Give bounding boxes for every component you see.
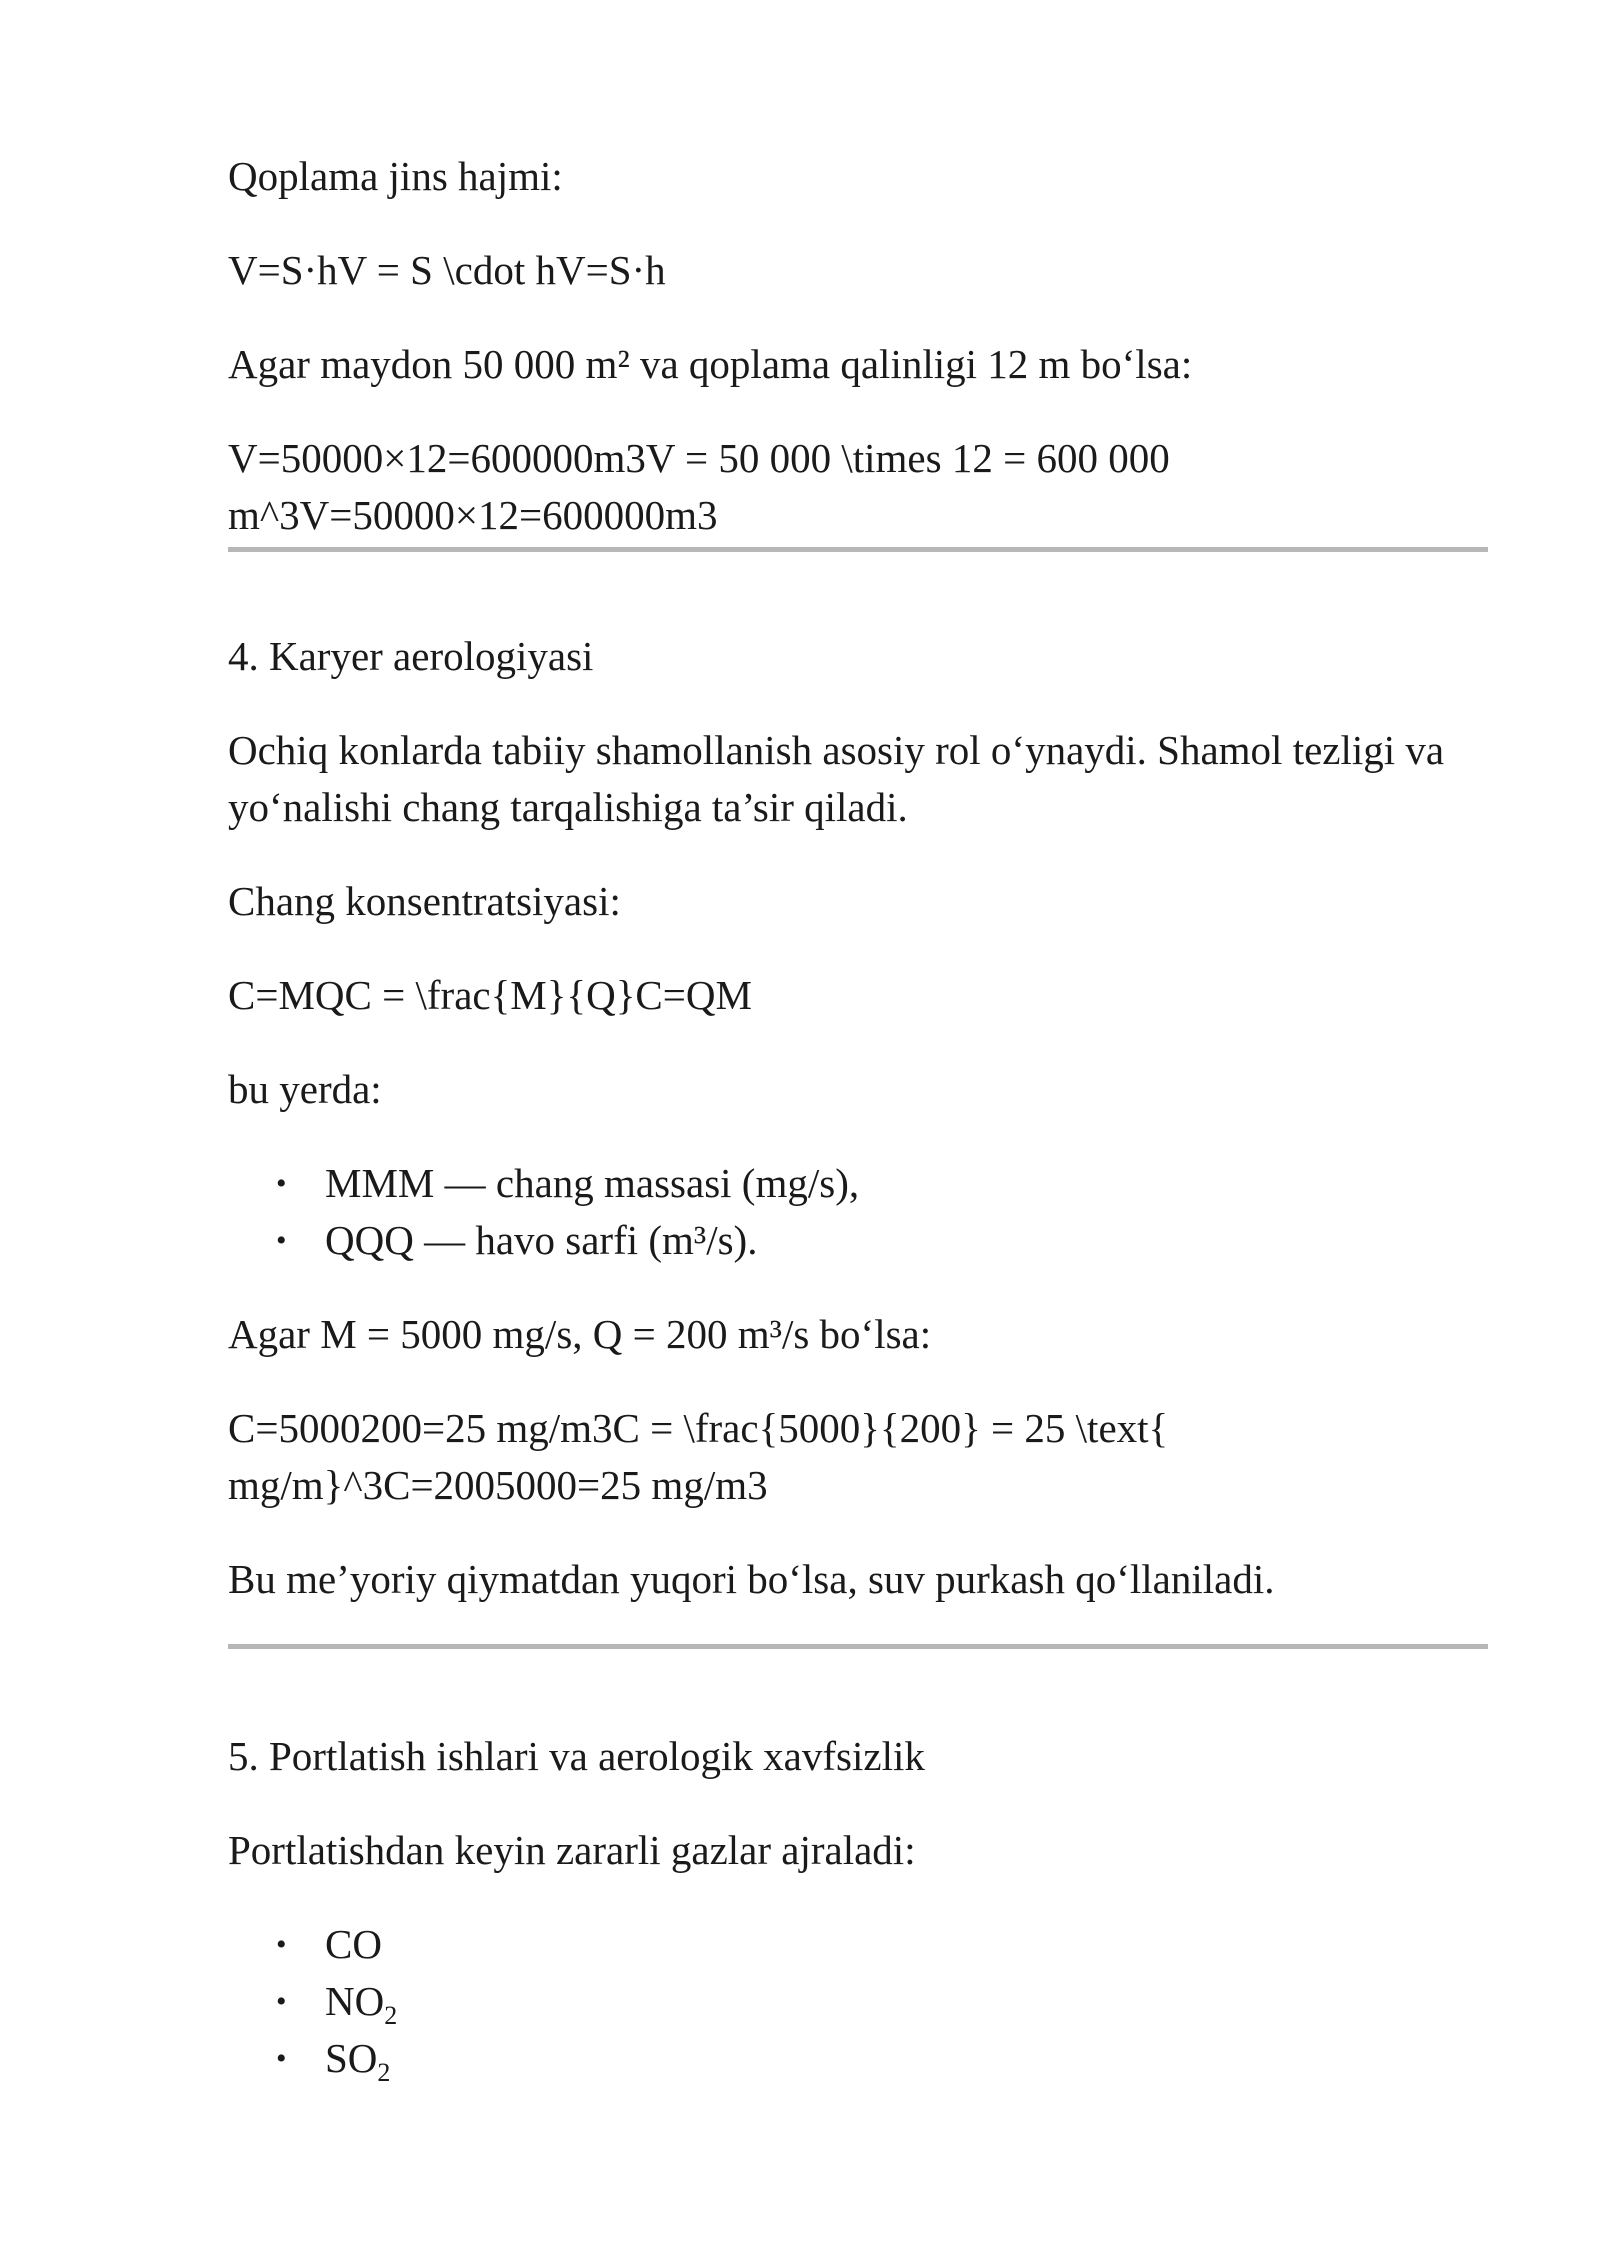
concentration-condition: Agar M = 5000 mg/s, Q = 200 m³/s bo‘lsa: — [228, 1311, 932, 1357]
list-item-text: MMM — chang massasi (mg/s), — [325, 1160, 860, 1206]
bullet-icon: • — [276, 1167, 287, 1200]
list-item — [228, 1212, 1488, 1269]
bullet-icon: • — [276, 1928, 287, 1961]
bullet-icon: • — [276, 2042, 287, 2075]
gas-formula: CO — [325, 1921, 382, 1967]
section-5-intro: Portlatishdan keyin zararli gazlar ajraladi: — [228, 1827, 916, 1873]
volume-condition: Agar maydon 50 000 m² va qoplama qalinligi 12 m bo‘lsa: — [228, 341, 1193, 387]
gas-formula: $NO_2$ — [325, 1978, 398, 2030]
bullet-icon: • — [276, 1985, 287, 2018]
section-5-title: 5. Portlatish ishlari va aerologik xavfsizlik — [228, 1733, 925, 1779]
list-item — [228, 2030, 1488, 2087]
volume-result: V=50000×12=600000m3V = 50 000 \times 12 = 600 000 m^3V=50000×12=600000m3 — [228, 435, 1170, 538]
volume-heading: Qoplama jins hajmi: — [228, 153, 563, 199]
section-4-title: 4. Karyer aerologiyasi — [228, 633, 594, 679]
bullet-icon: • — [276, 1224, 287, 1257]
section-4-note: Bu me’yoriy qiymatdan yuqori bo‘lsa, suv purkash qo‘llaniladi. — [228, 1556, 1275, 1602]
variable-list — [228, 1155, 1488, 1269]
concentration-result: C=5000200=25 mg/m3C = \frac{5000}{200} = 25 \text{ mg/m}^3C=2005000=25 mg/m3 — [228, 1405, 1169, 1508]
gas-list — [228, 1916, 1488, 2087]
volume-formula: V=S·hV = S \cdot hV=S·h — [228, 247, 666, 293]
concentration-formula: C=MQC = \frac{M}{Q}C=QM — [228, 972, 752, 1018]
where-label: bu yerda: — [228, 1066, 382, 1112]
section-divider — [228, 1644, 1488, 1649]
section-divider — [228, 547, 1488, 552]
gas-formula: $SO_2$ — [325, 2035, 391, 2087]
document-body — [228, 148, 1488, 2124]
list-item — [228, 1155, 1488, 1212]
list-item — [228, 1916, 1488, 1973]
concentration-label: Chang konsentratsiyasi: — [228, 878, 621, 924]
section-4-intro: Ochiq konlarda tabiiy shamollanish asosiy rol o‘ynaydi. Shamol tezligi va yo‘nalishi chang tarqalishiga ta’sir qiladi. — [228, 727, 1445, 830]
list-item — [228, 1973, 1488, 2030]
list-item-text: QQQ — havo sarfi (m³/s). — [325, 1217, 758, 1263]
